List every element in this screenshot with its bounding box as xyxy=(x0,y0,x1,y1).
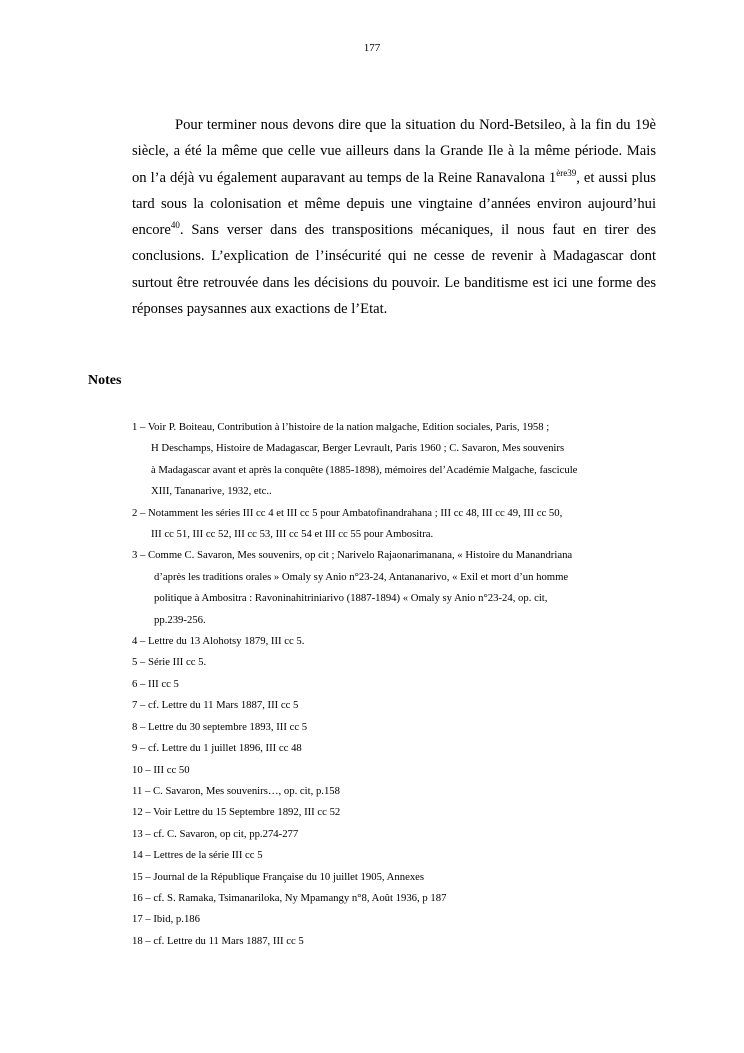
note-line: H Deschamps, Histoire de Madagascar, Berger Levrault, Paris 1960 ; C. Savaron, Mes souvenirs xyxy=(151,442,565,455)
note-line: III cc 51, III cc 52, III cc 53, III cc 54 et III cc 55 pour Ambositra. xyxy=(151,528,434,541)
note-line: 3 – Comme C. Savaron, Mes souvenirs, op cit ; Narivelo Rajaonarimanana, « Histoire du Manandriana xyxy=(132,549,573,562)
note-line: XIII, Tananarive, 1932, etc.. xyxy=(151,485,272,498)
paragraph-text-2: , et aussi plus tard sous la colonisation et même depuis une vingtaine d’années environ aujourd’hui encore xyxy=(132,169,656,239)
note-line: 17 – Ibid, p.186 xyxy=(132,913,200,926)
note-line: 12 – Voir Lettre du 15 Septembre 1892, III cc 52 xyxy=(132,806,341,819)
note-line: 4 – Lettre du 13 Alohotsy 1879, III cc 5. xyxy=(132,635,305,648)
note-line: 16 – cf. S. Ramaka, Tsimanariloka, Ny Mpamangy n°8, Août 1936, p 187 xyxy=(132,891,447,904)
note-line: 13 – cf. C. Savaron, op cit, pp.274-277 xyxy=(132,827,299,840)
note-line: 10 – III cc 50 xyxy=(132,763,190,776)
note-line: 2 – Notamment les séries III cc 4 et III cc 5 pour Ambatofinandrahana ; III cc 48, III cc 49, III cc 50, xyxy=(132,506,563,519)
note-line: 8 – Lettre du 30 septembre 1893, III cc 5 xyxy=(132,720,308,733)
note-line: pp.239-256. xyxy=(154,613,206,626)
note-line: à Madagascar avant et après la conquête (1885-1898), mémoires del’Académie Malgache, fascicule xyxy=(151,463,578,476)
notes-list xyxy=(132,417,672,952)
note-line: 6 – III cc 5 xyxy=(132,677,179,690)
note-line: 5 – Série III cc 5. xyxy=(132,656,207,669)
note-line: 11 – C. Savaron, Mes souvenirs…, op. cit, p.158 xyxy=(132,784,340,797)
note-line: 1 – Voir P. Boiteau, Contribution à l’histoire de la nation malgache, Edition sociales, Paris, 1958 ; xyxy=(132,421,550,433)
page-number: 177 xyxy=(363,42,381,54)
note-line: 9 – cf. Lettre du 1 juillet 1896, III cc 48 xyxy=(132,742,302,755)
note-line: 18 – cf. Lettre du 11 Mars 1887, III cc 5 xyxy=(132,934,304,947)
note-line: d’après les traditions orales » Omaly sy Anio n°23-24, Antananarivo, « Exil et mort d’un homme xyxy=(154,570,569,583)
note-line: 15 – Journal de la République Française du 10 juillet 1905, Annexes xyxy=(132,870,425,883)
paragraph-text-1: Pour terminer nous devons dire que la situation du Nord-Betsileo, à la fin du 19è siècle, a été la même que celle vue ailleurs dans la Grande Ile à la même période. Mais on l’a déjà vu également auparavant au temps de la Reine Ranavalona 1 xyxy=(132,117,656,186)
notes-heading: Notes xyxy=(88,373,122,388)
paragraph-text-3: . Sans verser dans des transpositions mécaniques, il nous faut en tirer des conclusions. L’explication de l’insécurité qui ne cesse de revenir à Madagascar dont surtout être retrouvée dans les décisions du pouvoir. Le banditisme est ici une forme des réponses paysannes aux exactions de l’Etat. xyxy=(132,222,656,318)
footnote-ref-39: ère39 xyxy=(556,167,577,178)
note-line: 14 – Lettres de la série III cc 5 xyxy=(132,849,263,862)
note-line: politique à Ambositra : Ravoninahitriniarivo (1887-1894) « Omaly sy Anio n°23-24, op. cit, xyxy=(154,592,548,605)
footnote-ref-40: 40 xyxy=(170,220,180,231)
note-line: 7 – cf. Lettre du 11 Mars 1887, III cc 5 xyxy=(132,699,299,712)
main-paragraph xyxy=(132,112,656,322)
